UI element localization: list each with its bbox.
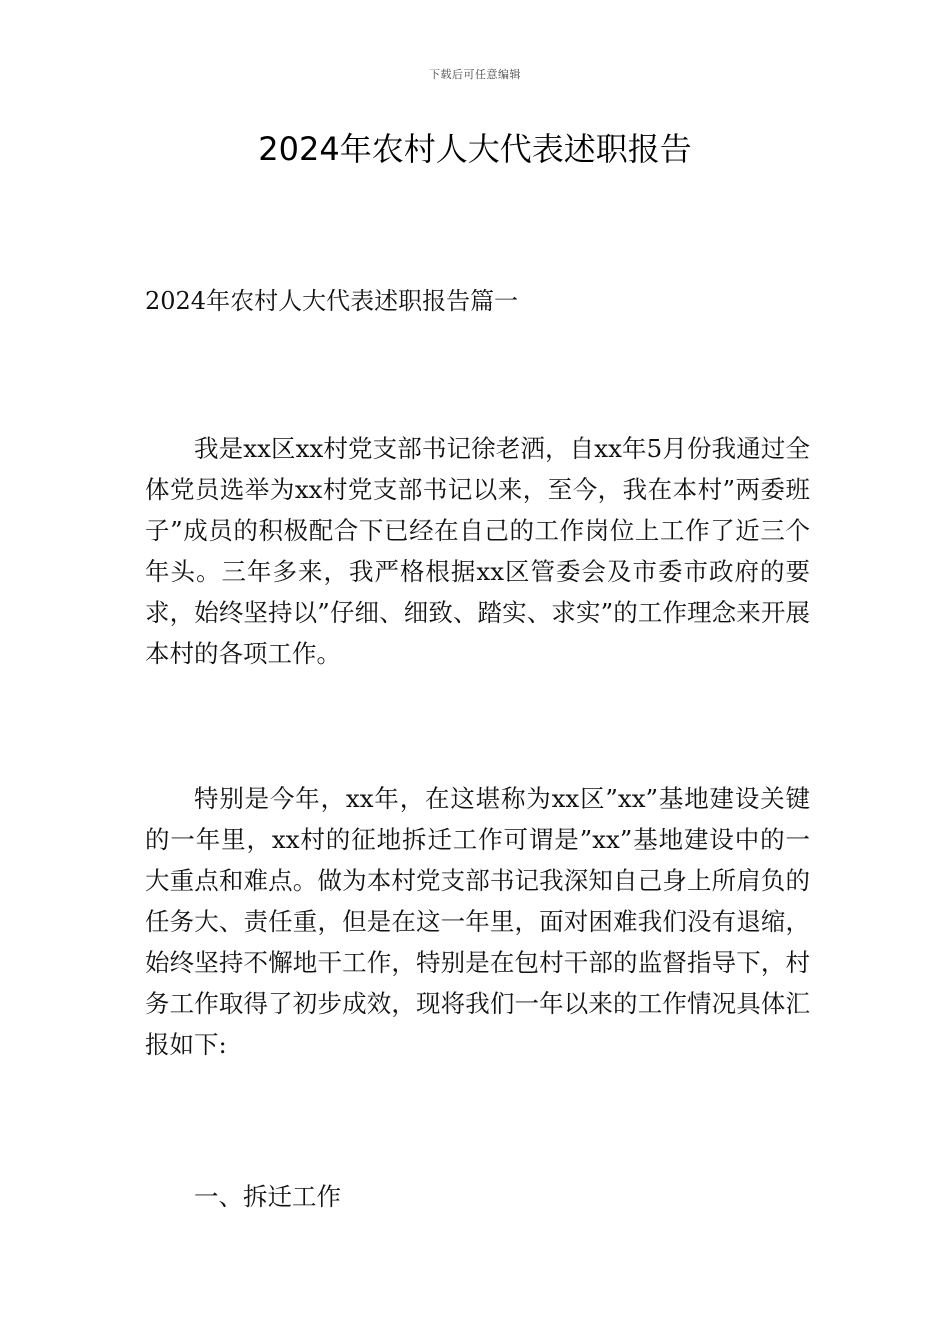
header-note: 下载后可任意编辑 <box>429 68 521 81</box>
paragraph: 我是xx区xx村党支部书记徐老洒，自xx年5月份我通过全体党员选举为xx村党支部书记以来，至今，我在本村”两委班子”成员的积极配合下已经在自己的工作岗位上工作了近三个年头。三年多来，我严格根据xx区管委会及市委市政府的要求，始终坚持以”仔细、细致、踏实、求实”的工作理念来开展本村的各项工作。 <box>145 434 810 668</box>
subheading: 一、拆迁工作 <box>194 1182 341 1211</box>
document-title: 2024年农村人大代表述职报告 <box>258 130 692 168</box>
paragraph: 特别是今年，xx年，在这堪称为xx区”xx”基地建设关键的一年里，xx村的征地拆迁工作可谓是”xx”基地建设中的一大重点和难点。做为本村党支部书记我深知自己身上所肩负的任务大、责任重，但是在这一年里，面对困难我们没有退缩，始终坚持不懈地干工作，特别是在包村干部的监督指导下，村务工作取得了初步成效，现将我们一年以来的工作情况具体汇报如下: <box>145 784 810 1059</box>
section-title: 2024年农村人大代表述职报告篇一 <box>145 287 519 315</box>
